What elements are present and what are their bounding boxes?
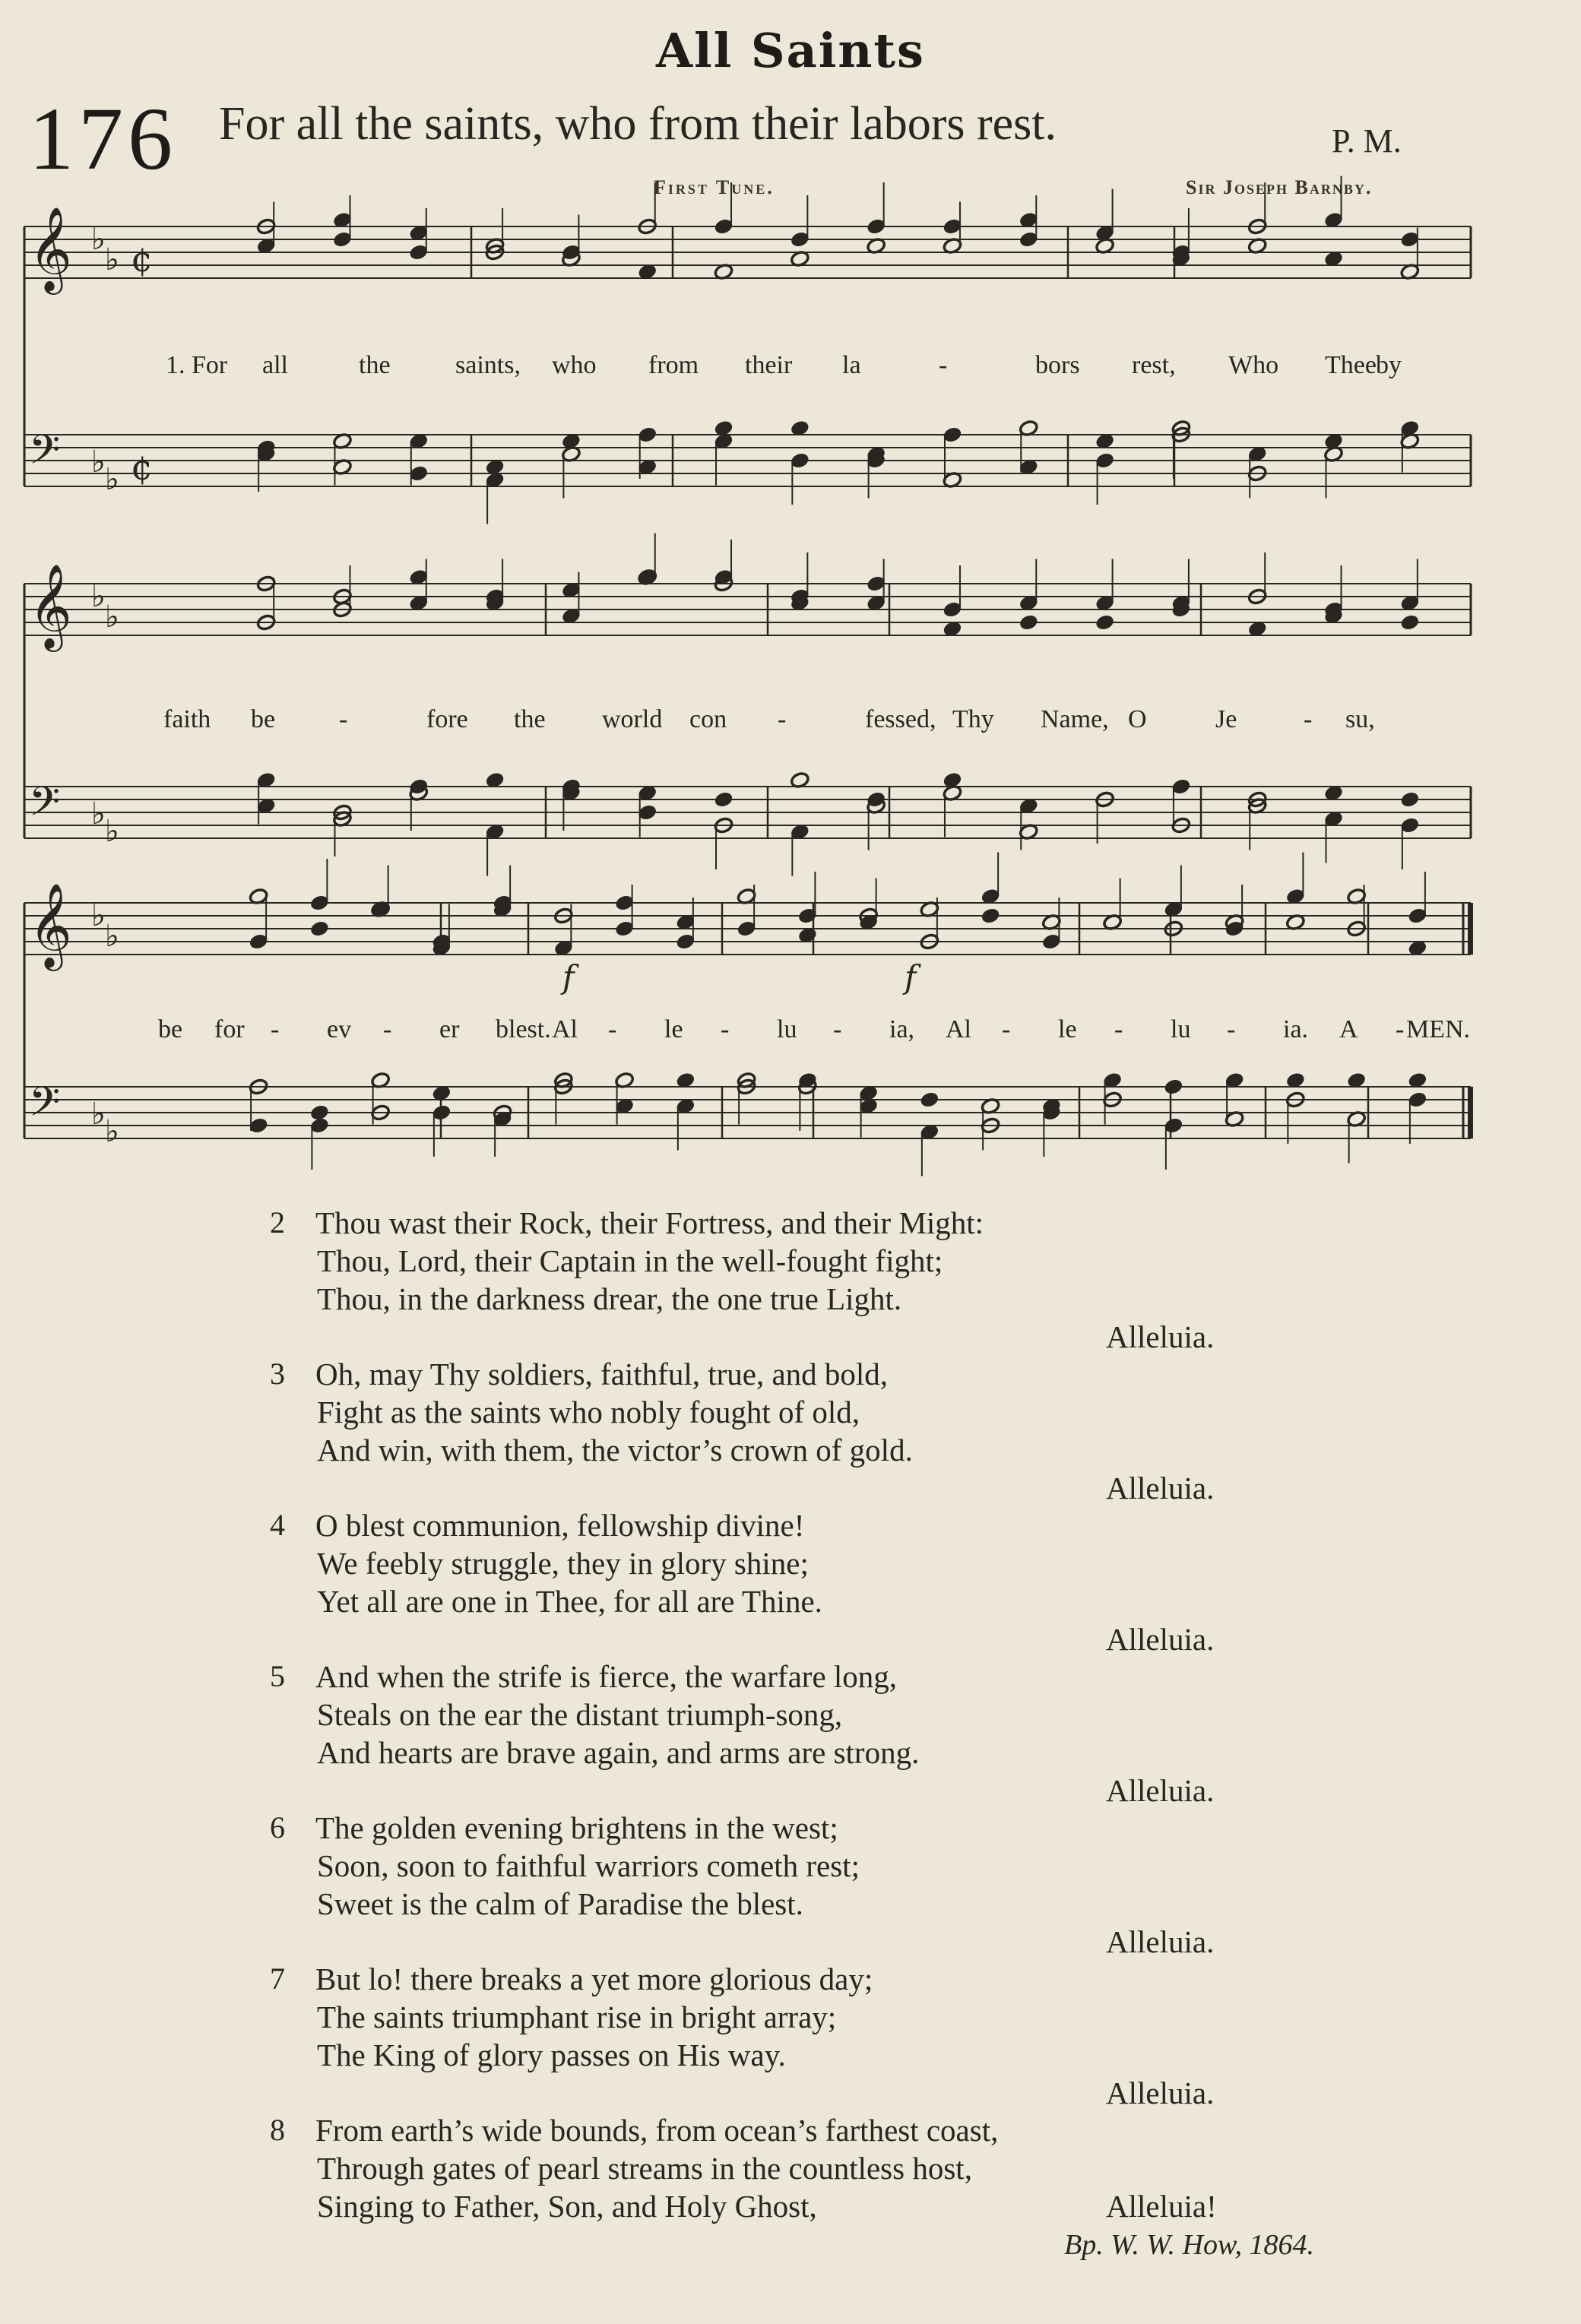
stanza-line: Oh, may Thy soldiers, faithful, true, and bold,	[315, 1357, 889, 1392]
lyric-syllable: 1. For	[166, 351, 228, 379]
lyric-syllable: world	[602, 705, 663, 733]
lyric-syllable: Al	[946, 1015, 971, 1043]
flat-sign-icon: ♭	[105, 600, 119, 635]
lyric-syllable: the	[514, 705, 546, 733]
lyric-syllable: fessed,	[865, 705, 936, 733]
lyric-syllable: -	[721, 1015, 730, 1043]
hymn-first-line: For all the saints, who from their labors rest.	[219, 98, 1057, 150]
quarter-note-head	[309, 920, 329, 937]
lyric-syllable: saints,	[455, 351, 521, 379]
quarter-note-head	[981, 907, 1000, 924]
quarter-note-head	[1019, 613, 1038, 631]
flat-sign-icon: ♭	[91, 222, 106, 257]
stanza-line: And win, with them, the victor’s crown of gold.	[317, 1433, 913, 1468]
stanza-number: 8	[270, 2113, 285, 2147]
quarter-note-head	[1400, 790, 1420, 808]
stanza-refrain: Alleluia.	[1106, 1773, 1215, 1808]
quarter-note-head	[1164, 1078, 1183, 1095]
lyric-syllable: fore	[426, 705, 468, 733]
lyric-syllable: all	[262, 351, 288, 379]
stanza-line: The King of glory passes on His way.	[317, 2037, 786, 2072]
stanza-line: Steals on the ear the distant triumph-song,	[317, 1697, 843, 1732]
flat-sign-icon: ♭	[91, 796, 106, 831]
quarter-note-head	[1095, 613, 1114, 631]
composer-credit: Sir Joseph Barnby.	[1186, 176, 1373, 198]
lyric-syllable: the	[359, 351, 391, 379]
stanza-line: And when the strife is fierce, the warfare long,	[315, 1659, 898, 1694]
final-bar-line	[1468, 1087, 1473, 1138]
stanza-number: 6	[270, 1810, 285, 1844]
lyric-syllable: -	[608, 1015, 617, 1043]
lyric-syllable: who	[552, 351, 597, 379]
lyric-syllable: lu	[1171, 1015, 1191, 1043]
flat-sign-icon: ♭	[91, 445, 106, 480]
lyric-syllable: faith	[163, 705, 211, 733]
quarter-note-head	[1400, 613, 1420, 631]
stanza-line: O blest communion, fellowship divine!	[315, 1508, 805, 1543]
bass-clef-icon: 𝄢	[29, 779, 61, 835]
lyric-syllable: -	[1396, 1015, 1405, 1043]
bass-clef-icon: 𝄢	[29, 1079, 61, 1135]
lyric-syllable: lu	[777, 1015, 797, 1043]
stanza-line: Thou wast their Rock, their Fortress, and their Might:	[315, 1205, 984, 1240]
lyric-syllable: Who	[1228, 351, 1279, 379]
lyric-syllable: Al	[552, 1015, 578, 1043]
lyric-syllable: -	[833, 1015, 842, 1043]
flat-sign-icon: ♭	[105, 462, 119, 497]
treble-clef-icon: 𝄞	[29, 206, 72, 291]
treble-clef-icon: 𝄞	[29, 563, 72, 648]
stanza-line: The saints triumphant rise in bright array;	[317, 1999, 837, 2034]
lyric-syllable: er	[439, 1015, 460, 1043]
lyric-syllable: ia.	[1283, 1015, 1309, 1043]
stanza-line: From earth’s wide bounds, from ocean’s farthest coast,	[315, 2113, 999, 2148]
lyric-syllable: le	[1058, 1015, 1077, 1043]
lyric-syllable: Name,	[1041, 705, 1109, 733]
lyric-syllable: O	[1128, 705, 1147, 733]
dynamic-mark: f	[905, 958, 917, 996]
stanza-line: Through gates of pearl streams in the countless host,	[317, 2151, 972, 2186]
lyric-syllable: bors	[1035, 351, 1080, 379]
stanza-line: Yet all are one in Thee, for all are Thine.	[317, 1584, 822, 1619]
stanza-number: 3	[270, 1357, 285, 1391]
lyric-syllable: Thy	[952, 705, 994, 733]
lyric-syllable: MEN.	[1406, 1015, 1471, 1043]
flat-sign-icon: ♭	[105, 242, 119, 277]
stanza-refrain: Alleluia.	[1106, 1924, 1215, 1959]
stanza-line: Soon, soon to faithful warriors cometh rest;	[317, 1848, 860, 1883]
stanza-line: The golden evening brightens in the west;	[315, 1810, 838, 1845]
stanza-refrain: Alleluia!	[1106, 2189, 1217, 2224]
lyric-syllable: -	[778, 705, 787, 733]
lyric-syllable: -	[1114, 1015, 1123, 1043]
stanza-number: 5	[270, 1659, 285, 1693]
lyric-syllable: blest.	[496, 1015, 551, 1043]
author-attribution: Bp. W. W. How, 1864.	[1064, 2229, 1315, 2261]
lyric-syllable: con	[689, 705, 727, 733]
quarter-note-head	[714, 790, 733, 808]
lyric-syllable: -	[939, 351, 948, 379]
lyric-syllable: ev	[327, 1015, 352, 1043]
lyric-syllable: be	[251, 705, 276, 733]
flat-sign-icon: ♭	[105, 814, 119, 849]
stanza-line: But lo! there breaks a yet more glorious day;	[315, 1961, 873, 1996]
tune-label: First Tune.	[654, 176, 775, 198]
cut-time-icon: ¢	[131, 239, 154, 280]
stanza-line: And hearts are brave again, and arms are strong.	[317, 1735, 920, 1770]
stanza-refrain: Alleluia.	[1106, 1319, 1215, 1354]
stanza-number: 4	[270, 1508, 285, 1542]
lyric-syllable: their	[745, 351, 793, 379]
lyric-syllable: -	[1002, 1015, 1011, 1043]
hymn-number: 176	[29, 89, 177, 188]
stanza-line: Fight as the saints who nobly fought of old,	[317, 1395, 860, 1430]
stanza-line: Thou, Lord, their Captain in the well-fought fight;	[317, 1243, 943, 1278]
stanza-number: 2	[270, 1205, 285, 1240]
stanza-refrain: Alleluia.	[1106, 1622, 1215, 1657]
lyric-syllable: Thee	[1325, 351, 1377, 379]
lyric-syllable: by	[1376, 351, 1402, 379]
bass-clef-icon: 𝄢	[29, 427, 61, 483]
lyric-syllable: -	[383, 1015, 392, 1043]
treble-clef-icon: 𝄞	[29, 882, 72, 967]
flat-sign-icon: ♭	[91, 898, 106, 933]
flat-sign-icon: ♭	[105, 919, 119, 954]
stanza-line: We feebly struggle, they in glory shine;	[317, 1546, 809, 1581]
lyric-syllable: Je	[1215, 705, 1237, 733]
lyric-syllable: -	[1227, 1015, 1236, 1043]
stanza-line: Singing to Father, Son, and Holy Ghost,	[317, 2189, 817, 2224]
final-bar-line	[1468, 903, 1473, 955]
flat-sign-icon: ♭	[91, 579, 106, 614]
section-title: All Saints	[656, 23, 925, 78]
stanza-refrain: Alleluia.	[1106, 2075, 1215, 2110]
lyric-syllable: be	[158, 1015, 183, 1043]
stanza-refrain: Alleluia.	[1106, 1471, 1215, 1506]
lyric-syllable: ia,	[889, 1015, 915, 1043]
cut-time-icon: ¢	[131, 447, 154, 488]
lyric-syllable: rest,	[1132, 351, 1176, 379]
lyric-syllable: su,	[1345, 705, 1375, 733]
hymn-meter: P. M.	[1332, 122, 1402, 160]
dynamic-mark: f	[562, 958, 575, 996]
flat-sign-icon: ♭	[105, 1114, 119, 1149]
lyric-syllable: -	[1304, 705, 1313, 733]
lyric-syllable: A	[1339, 1015, 1358, 1043]
lyric-syllable: -	[339, 705, 348, 733]
lyric-syllable: la	[842, 351, 861, 379]
lyric-syllable: le	[664, 1015, 683, 1043]
quarter-note-head	[920, 1091, 939, 1108]
lyric-syllable: from	[648, 351, 699, 379]
stanza-number: 7	[270, 1961, 285, 1996]
stanza-line: Thou, in the darkness drear, the one true Light.	[317, 1281, 902, 1316]
quarter-note-head	[309, 1103, 329, 1121]
lyric-syllable: -	[271, 1015, 280, 1043]
stanza-line: Sweet is the calm of Paradise the blest.	[317, 1886, 803, 1921]
lyric-syllable: for	[214, 1015, 245, 1043]
flat-sign-icon: ♭	[91, 1097, 106, 1132]
